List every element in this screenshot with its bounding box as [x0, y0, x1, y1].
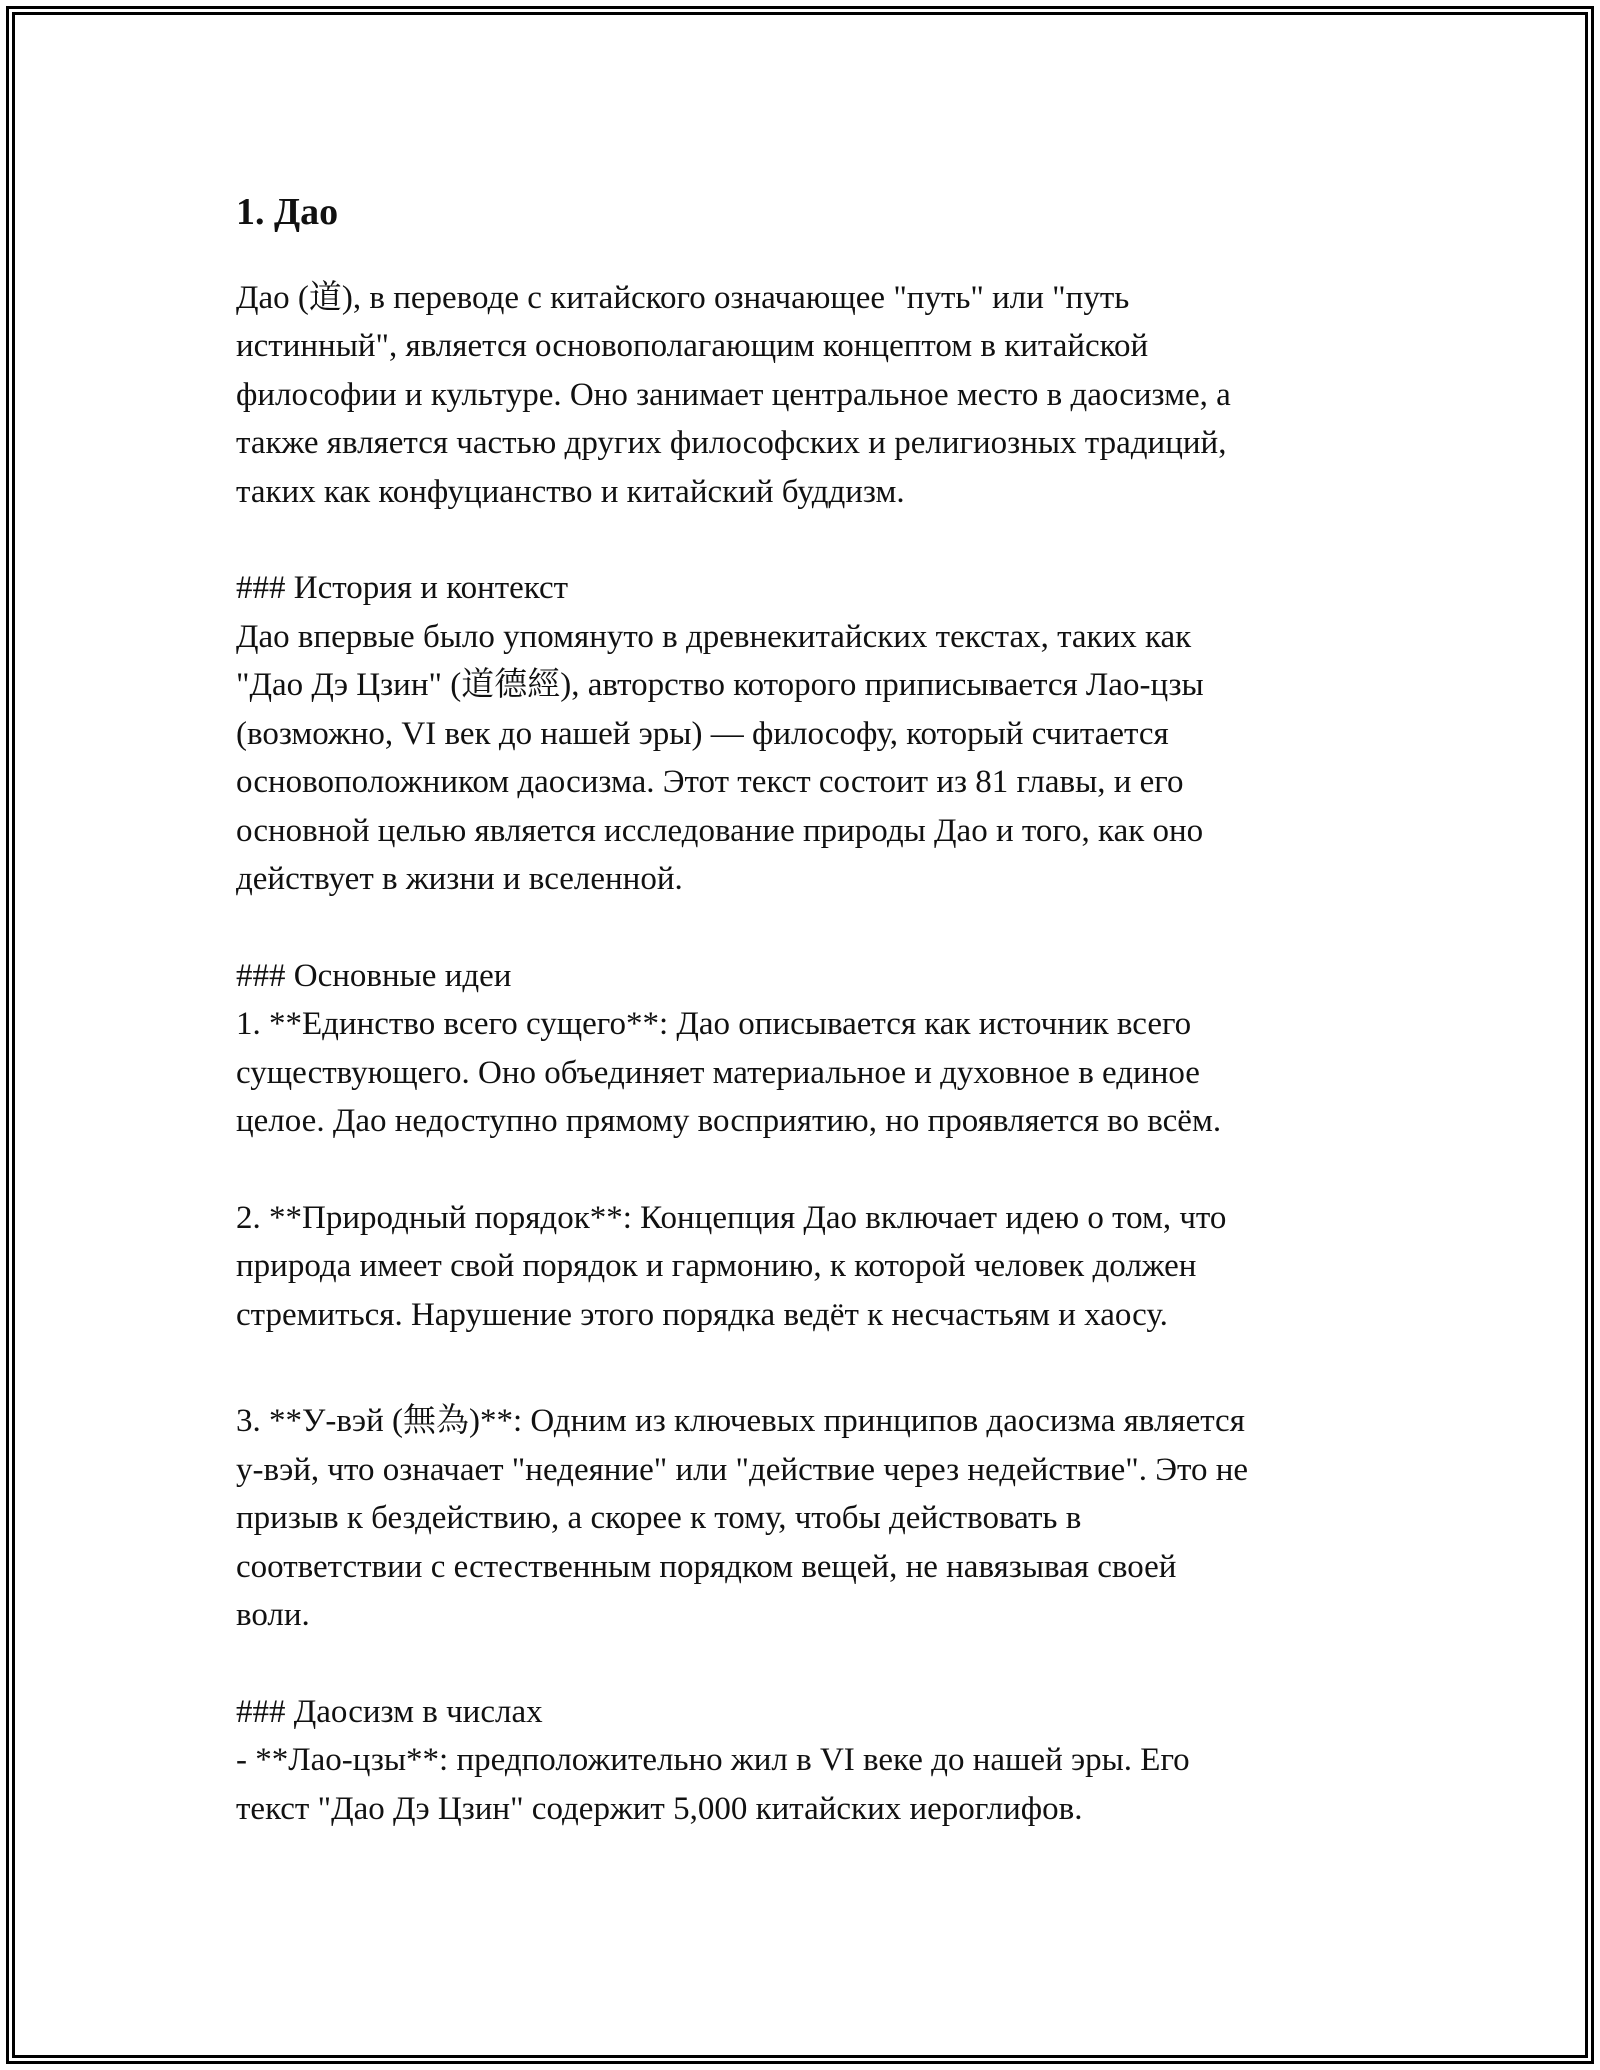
text-line: философии и культуре. Оно занимает центральное место в даосизме, а	[236, 376, 1231, 413]
text-line: стремиться. Нарушение этого порядка ведёт к несчастьям и хаосу.	[236, 1296, 1168, 1333]
section-heading-history: ### История и контекст	[236, 570, 569, 607]
document-body	[236, 190, 1376, 1833]
text-line: Дао (道), в переводе с китайского означающее "путь" или "путь	[236, 279, 1130, 316]
text-line: основной целью является исследование природы Дао и того, как оно	[236, 812, 1204, 849]
text-line: текст "Дао Дэ Цзин" содержит 5,000 китайских иероглифов.	[236, 1790, 1083, 1827]
history-section	[236, 564, 1376, 904]
spacer	[236, 904, 1376, 952]
text-line: воли.	[236, 1597, 310, 1634]
spacer	[236, 1146, 1376, 1194]
text-line: действует в жизни и вселенной.	[236, 861, 683, 898]
text-line: призыв к бездействию, а скорее к тому, чтобы действовать в	[236, 1500, 1082, 1537]
text-line: Дао впервые было упомянуто в древнекитайских текстах, таких как	[236, 618, 1192, 655]
ideas-section	[236, 952, 1376, 1640]
text-line: истинный", является основополагающим концептом в китайской	[236, 328, 1149, 365]
text-line: таких как конфуцианство и китайский буддизм.	[236, 473, 905, 510]
spacer	[236, 516, 1376, 564]
intro-paragraph	[236, 274, 1376, 517]
text-line: основоположником даосизма. Этот текст состоит из 81 главы, и его	[236, 764, 1184, 801]
text-line: 2. **Природный порядок**: Концепция Дао включает идею о том, что	[236, 1199, 1227, 1236]
spacer	[236, 1640, 1376, 1688]
numbers-section	[236, 1688, 1376, 1834]
text-line: целое. Дао недоступно прямому восприятию, но проявляется во всём.	[236, 1103, 1222, 1140]
section-heading-numbers: ### Даосизм в числах	[236, 1693, 543, 1730]
text-line: существующего. Оно объединяет материальное и духовное в единое	[236, 1054, 1200, 1091]
text-line: соответствии с естественным порядком вещей, не навязывая своей	[236, 1548, 1177, 1585]
text-line: "Дао Дэ Цзин" (道德經), авторство которого приписывается Лао-цзы	[236, 667, 1204, 704]
text-line: также является частью других философских и религиозных традиций,	[236, 425, 1227, 462]
text-line: - **Лао-цзы**: предположительно жил в VI веке до нашей эры. Его	[236, 1742, 1190, 1779]
document-title: 1. Дао	[236, 191, 339, 233]
text-line: 1. **Единство всего сущего**: Дао описывается как источник всего	[236, 1006, 1192, 1043]
text-line: (возможно, VI век до нашей эры) — философу, который считается	[236, 715, 1169, 752]
text-line: у-вэй, что означает "недеяние" или "действие через недействие". Это не	[236, 1451, 1249, 1488]
text-line: природа имеет свой порядок и гармонию, к которой человек должен	[236, 1248, 1197, 1285]
section-heading-ideas: ### Основные идеи	[236, 957, 512, 994]
text-line: 3. **У-вэй (無為)**: Одним из ключевых принципов даосизма является	[236, 1403, 1245, 1440]
spacer	[236, 1339, 1376, 1397]
